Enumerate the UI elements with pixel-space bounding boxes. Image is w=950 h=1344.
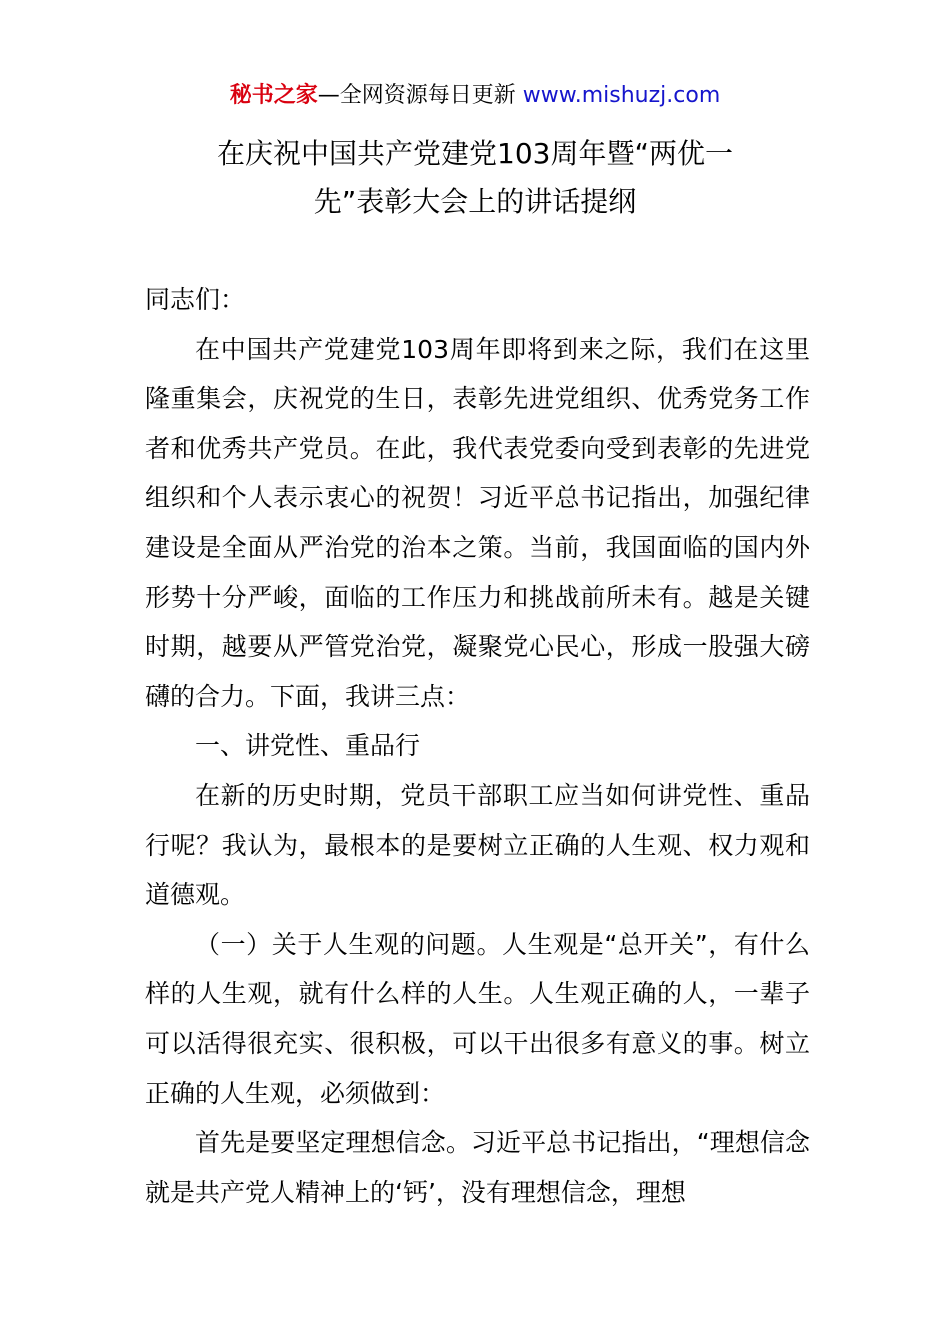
title-line-2: 先”表彰大会上的讲话提纲 xyxy=(313,185,637,218)
paragraph: 在新的历史时期，党员干部职工应当如何讲党性、重品行呢？我认为，最根本的是要树立正确的人生观、权力观和道德观。 xyxy=(145,780,810,910)
paragraph-intro: 在中国共产党建党103周年即将到来之际，我们在这里隆重集会，庆祝党的生日，表彰先进党组织、优秀党务工作者和优秀共产党员。在此，我代表党委向受到表彰的先进党组织和个人表示衷心的祝贺！习近平总书记指出，加强纪律建设是全面从严治党的治本之策。当前，我国面临的国内外形势十分严峻，面临的工作压力和挑战前所未有。越是关键时期，越要从严管党治党，凝聚党心民心，形成一股强大磅礴的合力。下面，我讲三点： xyxy=(145,334,810,711)
site-url-link[interactable]: www.mishuzj.com xyxy=(522,83,721,108)
paragraph: （一）关于人生观的问题。人生观是“总开关”，有什么样的人生观，就有什么样的人生。人生观正确的人，一辈子可以活得很充实、很积极，可以干出很多有意义的事。树立正确的人生观，必须做到： xyxy=(145,929,810,1108)
title-line-1: 在庆祝中国共产党建党103周年暨“两优一 xyxy=(217,137,733,170)
section-heading: 一、讲党性、重品行 xyxy=(195,731,421,761)
site-banner xyxy=(0,80,950,112)
brand-name: 秘书之家 xyxy=(229,83,318,108)
document-body xyxy=(145,275,810,1217)
paragraph: 首先是要坚定理想信念。习近平总书记指出，“理想信念就是共产党人精神上的‘钙’，没有理想信念，理想 xyxy=(145,1128,810,1207)
greeting: 同志们： xyxy=(145,285,246,314)
document-title xyxy=(150,130,800,226)
banner-slogan: —全网资源每日更新 xyxy=(317,83,523,108)
